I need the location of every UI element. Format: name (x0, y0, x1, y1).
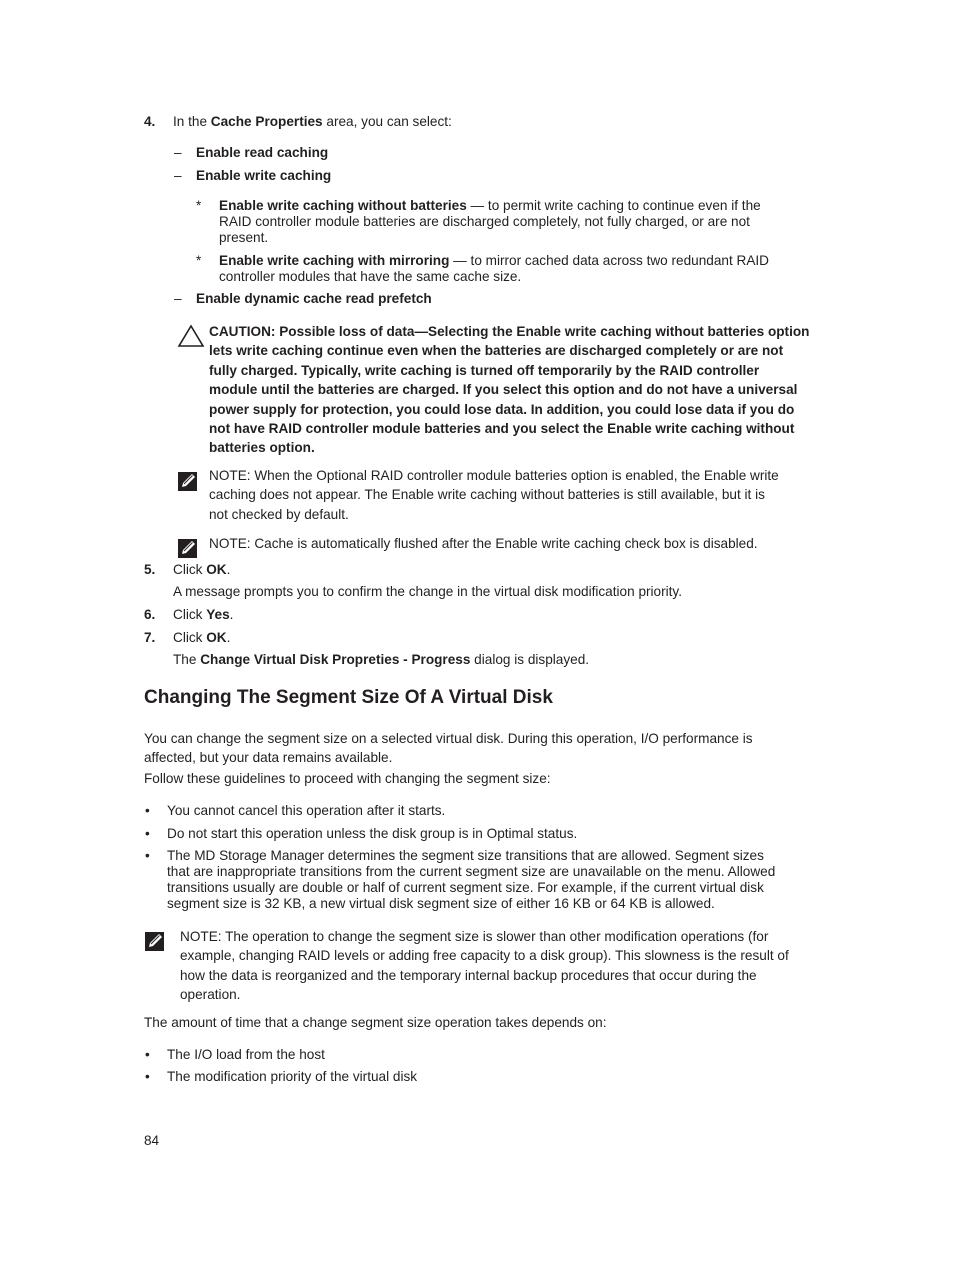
step-4-text: In the Cache Properties area, you can select: (173, 114, 452, 129)
note-icon (177, 537, 199, 559)
guideline-item: Do not start this operation unless the disk group is in Optimal status. (167, 826, 578, 841)
step-4-number: 4. (144, 114, 156, 129)
bullet-marker: • (145, 848, 150, 863)
caution-icon (177, 324, 205, 348)
caution-text: CAUTION: Possible loss of data—Selecting the Enable write caching without batteries option lets write caching continue even when the batteries are discharged completely or are not fully charged. Typically, write caching is turned off temporarily by the RAID controller module until the batteries are charged. If you select this option and do not have a universal power supply for protection, you could lose data. In addition, you could lose data if you do not have RAID controller module batteries and you select the Enable write caching without batteries option. (209, 324, 810, 456)
factor-item: The I/O load from the host (167, 1047, 325, 1062)
note-3-text: NOTE: The operation to change the segment size is slower than other modification operations (for example, changing RAID levels or adding free capacity to a disk group). This slowness is the result of how the data is reorganized and the temporary internal backup procedures that occur during the operation. (180, 929, 789, 1003)
section-paragraph-2: Follow these guidelines to proceed with changing the segment size: (144, 771, 551, 786)
note-icon (177, 470, 199, 492)
section-paragraph-1: You can change the segment size on a selected virtual disk. During this operation, I/O performance is affected, but your data remains available. (144, 731, 753, 765)
note-2-text: NOTE: Cache is automatically flushed after the Enable write caching check box is disabled. (209, 536, 758, 551)
option-read-caching: Enable read caching (196, 145, 329, 160)
guideline-item: You cannot cancel this operation after it starts. (167, 803, 446, 818)
star-marker: * (196, 198, 202, 213)
step-6-text: Click Yes. (173, 607, 234, 622)
bullet-marker: • (145, 1069, 150, 1084)
star-marker: * (196, 253, 202, 268)
option-prefetch: Enable dynamic cache read prefetch (196, 291, 432, 306)
bullet-marker: • (145, 1047, 150, 1062)
step-7-description: The Change Virtual Disk Propreties - Progress dialog is displayed. (173, 652, 590, 667)
step-5-number: 5. (144, 562, 156, 577)
note-icon (144, 930, 166, 952)
bullet-marker: • (145, 826, 150, 841)
dash-marker: – (174, 145, 182, 160)
step-5-text: Click OK. (173, 562, 231, 577)
factor-item: The modification priority of the virtual disk (167, 1069, 418, 1084)
step-6-number: 6. (144, 607, 156, 622)
dash-marker: – (174, 291, 182, 306)
page-number: 84 (144, 1133, 160, 1148)
guideline-item: The MD Storage Manager determines the segment size transitions that are allowed. Segment sizes that are inappropriate transitions from the current segment size are unavailable on the menu. Allowed transitions usually are double or half of current segment size. For example, if the current virtual disk segment size is 32 KB, a new virtual disk segment size of either 16 KB or 64 KB is allowed. (167, 848, 776, 911)
option-write-caching: Enable write caching (196, 168, 332, 183)
section-paragraph-3: The amount of time that a change segment size operation takes depends on: (144, 1015, 607, 1030)
bullet-marker: • (145, 803, 150, 818)
note-1-text: NOTE: When the Optional RAID controller module batteries option is enabled, the Enable write caching does not appear. The Enable write caching without batteries is still available, but it is not checked by default. (209, 468, 779, 522)
sub-option-without-batteries: Enable write caching without batteries — to permit write caching to continue even if the RAID controller module batteries are discharged completely, not fully charged, or are not present. (219, 198, 761, 245)
section-heading: Changing The Segment Size Of A Virtual Disk (144, 687, 553, 708)
step-5-description: A message prompts you to confirm the change in the virtual disk modification priority. (173, 584, 682, 599)
step-7-text: Click OK. (173, 630, 231, 645)
step-7-number: 7. (144, 630, 156, 645)
sub-option-with-mirroring: Enable write caching with mirroring — to mirror cached data across two redundant RAID controller modules that have the same cache size. (219, 253, 769, 284)
dash-marker: – (174, 168, 182, 183)
